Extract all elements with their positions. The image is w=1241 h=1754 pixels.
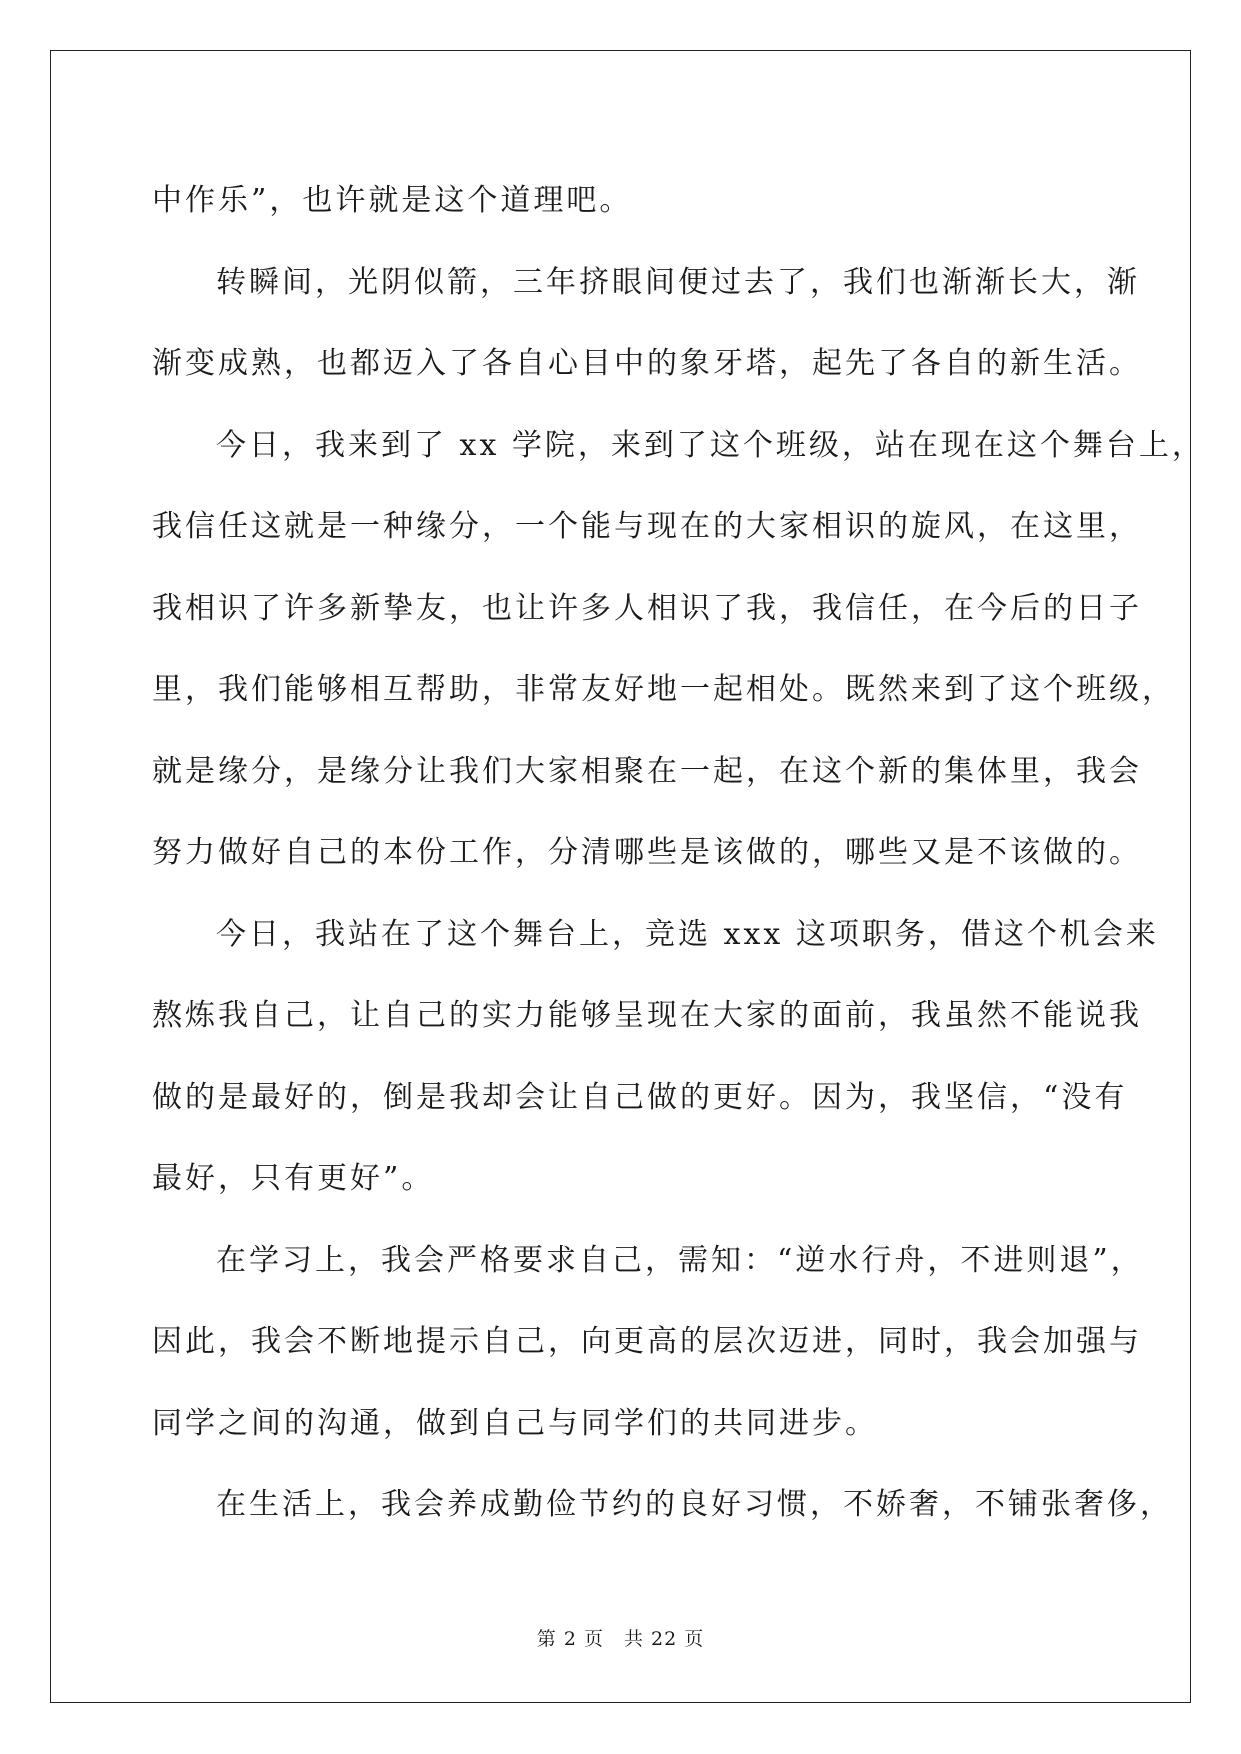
text-line: 因此，我会不断地提示自己，向更高的层次迈进，同时，我会加强与 (152, 1324, 1142, 1359)
text-line: 最好，只有更好”。 (152, 1161, 435, 1196)
text-line: 今日，我来到了 xx 学院，来到了这个班级，站在现在这个舞台上， (216, 427, 1205, 463)
page-number-footer: 第 2 页 共 22 页 (536, 1628, 705, 1650)
text-line: 同学之间的沟通，做到自己与同学们的共同进步。 (152, 1405, 878, 1441)
document-body (152, 160, 1205, 1546)
text-line: 渐变成熟，也都迈入了各自心目中的象牙塔，起先了各自的新生活。 (152, 346, 1142, 381)
text-line: 熬炼我自己，让自己的实力能够呈现在大家的面前，我虽然不能说我 (152, 998, 1142, 1033)
text-line: 在学习上，我会严格要求自己，需知：“逆水行舟，不进则退”， (216, 1242, 1144, 1278)
text-line: 就是缘分，是缘分让我们大家相聚在一起，在这个新的集体里，我会 (152, 753, 1142, 789)
text-line: 我信任这就是一种缘分，一个能与现在的大家相识的旋风，在这里， (152, 509, 1142, 544)
text-line: 努力做好自己的本份工作，分清哪些是该做的，哪些又是不该做的。 (152, 835, 1142, 870)
text-line: 我相识了许多新挚友，也让许多人相识了我，我信任，在今后的日子 (152, 590, 1142, 626)
text-line: 转瞬间，光阴似箭，三年挤眼间便过去了，我们也渐渐长大，渐 (216, 264, 1140, 300)
text-line: 今日，我站在了这个舞台上，竞选 xxx 这项职务，借这个机会来 (216, 916, 1159, 952)
text-line: 做的是最好的，倒是我却会让自己做的更好。因为，我坚信，“没有 (152, 1079, 1128, 1115)
text-line: 中作乐”，也许就是这个道理吧。 (152, 183, 633, 218)
text-line: 在生活上，我会养成勤俭节约的良好习惯，不娇奢，不铺张奢侈， (216, 1487, 1173, 1522)
text-line: 里，我们能够相互帮助，非常友好地一起相处。既然来到了这个班级， (152, 672, 1175, 707)
